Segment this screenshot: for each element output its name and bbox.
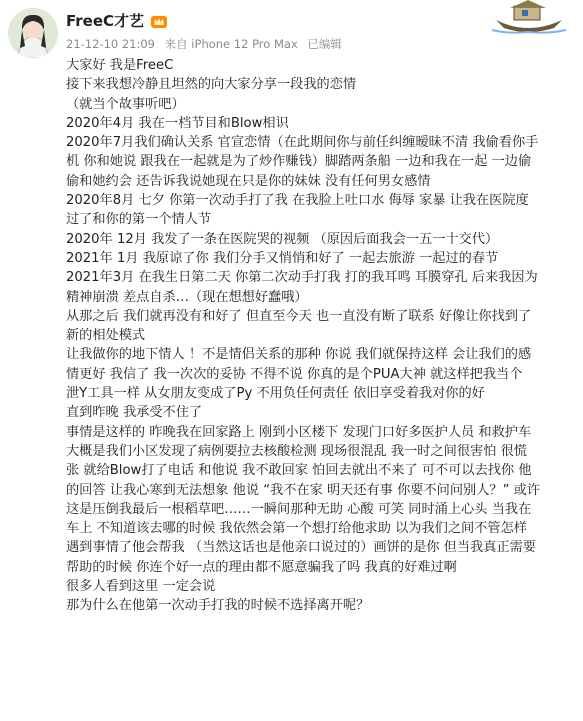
post-text-line: （就当个故事听吧） xyxy=(66,96,185,112)
post-text-line: 车上 不知道该去哪的时候 我依然会第一个想打给他求助 以为我们之间不管怎样 xyxy=(66,521,527,537)
post-text-line: 张 就给Blow打了电话 和他说 我不敢回家 怕回去就出不来了 可不可以去找你 他 xyxy=(66,463,532,479)
post-text-line: 帮助的时候 你连个好一点的理由都不愿意骗我了吗 我真的好难过啊 xyxy=(66,559,457,575)
post-text-line: 情更好 我信了 我一次次的妥协 不得不说 你真的是个PUA大神 就这样把我当个 xyxy=(66,366,523,382)
post-text-line: 从那之后 我们就再没有和好了 但直至今天 也一直没有断了联系 好像让你找到了 xyxy=(66,308,532,324)
vip-crown-badge-icon xyxy=(150,13,168,29)
post-text-line: 2020年7月我们确认关系 官宣恋情（在此期间你与前任纠缠暧昧不清 我偷看你手 xyxy=(66,135,539,151)
post-text-line: 2021年3月 在我生日第二天 你第二次动手打我 打的我耳鸣 耳膜穿孔 后来我因为 xyxy=(66,270,538,286)
post-text-line: 很多人看到这里 一定会说 xyxy=(66,579,216,595)
post-body xyxy=(66,56,566,616)
boat-sticker-icon xyxy=(488,0,568,38)
post-text-line: 这是压倒我最后一根稻草吧……一瞬间那种无助 心酸 可笑 同时涌上心头 当我在 xyxy=(66,501,532,517)
post-text-line: 事情是这样的 昨晚我在回家路上 刚到小区楼下 发现门口好多医护人员 和救护车 xyxy=(66,424,532,440)
post-text-line: 2021年 1月 我原谅了你 我们分手又悄悄和好了 一起去旅游 一起过的春节 xyxy=(66,250,499,266)
post-time: 21-12-10 21:09 xyxy=(66,37,155,51)
username-row xyxy=(66,10,168,31)
post-text-line: 精神崩溃 差点自杀…（现在想想好蠢哦） xyxy=(66,289,308,305)
post-text-line: 偷和她约会 还告诉我说她现在只是你的妹妹 没有任何男女感情 xyxy=(66,173,431,189)
post-text-line: 那为什么在他第一次动手打我的时候不选择离开呢？ xyxy=(66,598,370,614)
post-text-line: 机 你和她说 跟我在一起就是为了炒作赚钱）脚踏两条船 一边和我在一起 一边偷 xyxy=(66,154,532,170)
post-text-line: 2020年4月 我在一档节目和Blow相识 xyxy=(66,115,289,131)
post-text-line: 直到昨晚 我承受不住了 xyxy=(66,405,203,421)
post-text-line: 2020年 12月 我发了一条在医院哭的视频 （原因后面我会一五一十交代） xyxy=(66,231,499,247)
post-meta xyxy=(66,36,348,52)
post-header xyxy=(0,0,583,60)
edited-status[interactable]: 已编辑 xyxy=(307,37,342,51)
user-avatar[interactable] xyxy=(8,8,58,58)
post-text-line: 遇到事情了他会帮我 （当然这话也是他亲口说过的）画饼的是你 但当我真正需要 xyxy=(66,540,536,556)
post-text-line: 大概是我们小区发现了病例要拉去核酸检测 现场很混乱 我一时之间很害怕 很慌 xyxy=(66,443,527,459)
post-text-line: 过了和你的第一个情人节 xyxy=(66,212,212,228)
post-text-line: 接下来我想冷静且坦然的向大家分享一段我的恋情 xyxy=(66,77,357,93)
post-source: 来自 iPhone 12 Pro Max xyxy=(164,37,298,51)
post-text-line: 的回答 让我心寒到无法想象 他说 “我不在家 明天还有事 你要不问问别人？” 或许 xyxy=(66,482,541,498)
username[interactable]: FreeC才艺 xyxy=(66,12,145,30)
post-text-line: 2020年8月 七夕 你第一次动手打了我 在我脸上吐口水 侮辱 家暴 让我在医院度 xyxy=(66,193,529,209)
post-text-line: 泄Y工具一样 从女朋友变成了Py 不用负任何责任 依旧享受着我对你的好 xyxy=(66,386,485,402)
post-text-line: 让我做你的地下情人 ！不是情侣关系的那种 你说 我们就保持这样 会让我们的感 xyxy=(66,347,532,363)
avatar-image xyxy=(8,8,58,58)
post-text-line: 新的相处模式 xyxy=(66,328,146,344)
post-text-line: 大家好 我是FreeC xyxy=(66,58,174,73)
